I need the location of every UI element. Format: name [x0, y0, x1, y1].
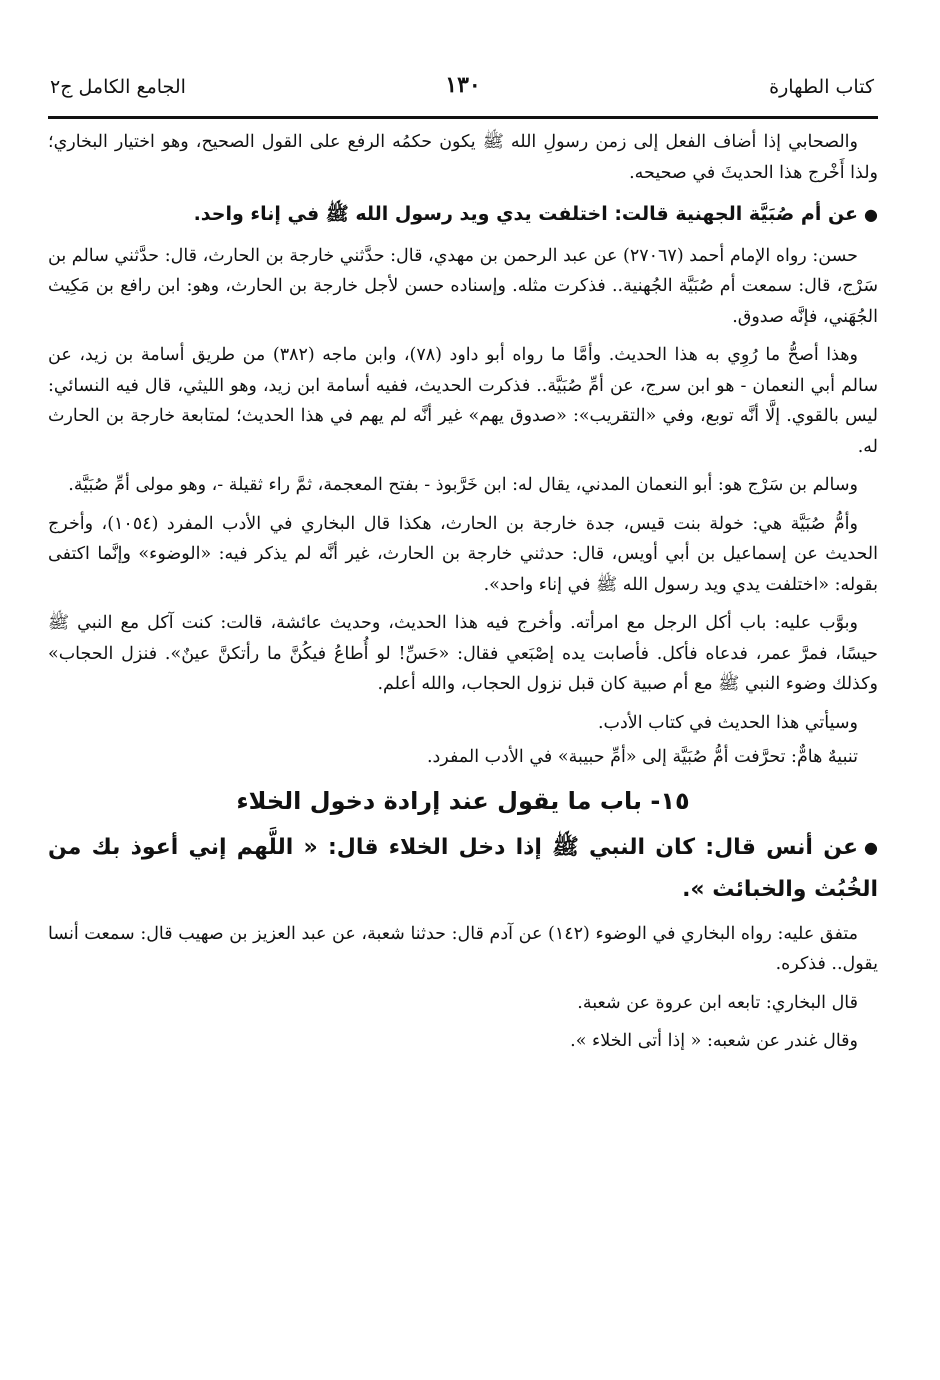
- hadith-text-1: [48, 196, 878, 233]
- running-header: [48, 62, 878, 110]
- book-section-title: كتاب الطهارة: [769, 76, 874, 98]
- hadith-text-1-body: عن أم صُبَيَّة الجهنية قالت: اختلفت يدي ويد رسول الله ﷺ في إناء واحد.: [193, 203, 859, 225]
- paragraph-commentary-8: وقال غندر عن شعبه: « إذا أتى الخلاء ».: [570, 1031, 858, 1051]
- hadith-text-2-body: عن أنس قال: كان النبي ﷺ إذا دخل الخلاء قال: « اللَّهم إني أعوذ بك من الخُبُث والخبائث ».: [48, 834, 878, 902]
- bullet-icon: ●: [864, 837, 878, 857]
- paragraph-note: تنبيهٌ هامٌّ: تحرَّفت أمُّ صُبَيَّة إلى «أمِّ حبيبة» في الأدب المفرد.: [426, 747, 858, 767]
- paragraph-takhrij-1: حسن: رواه الإمام أحمد (٢٧٠٦٧) عن عبد الرحمن بن مهدي، قال: حدَّثني خارجة بن الحارث، قال: حدَّثني سالم بن سَرْج، قال: سمعت أم صُبَيَّة الجُهنية.. فذكرت مثله. وإسناده حسن لأجل خارجة بن الحارث، وهو: ابن رافع بن مَكِيث الجُهَني، فإنَّه صدوق.: [48, 245, 878, 327]
- chapter-heading: ١٥- باب ما يقول عند إرادة دخول الخلاء: [236, 786, 690, 815]
- paragraph-commentary-3: وسالم بن سَرْج هو: أبو النعمان المدني، يقال له: ابن خَرَّبوذ - بفتح المعجمة، ثمَّ راء ثقيلة -، وهو مولى أمِّ صُبَيَّة.: [68, 475, 858, 495]
- paragraph-commentary-5: وبوَّب عليه: باب أكل الرجل مع امرأته. وأخرج فيه هذا الحديث، وحديث عائشة، قالت: كنت آكل مع النبي ﷺ حيسًا، فمرَّ عمر، فدعاه فأكل. فأصابت يده إصْبَعي فقال: «حَسِّ! لو أُطاعُ فيكُنَّ ما رأتكنَّ عينٌ». فنزل الحجاب» وكذلك وضوء النبي ﷺ مع أم صبية كان قبل نزول الحجاب، والله أعلم.: [48, 613, 878, 694]
- document-page: [48, 62, 878, 1065]
- page-number: ١٣٠: [445, 72, 481, 98]
- paragraph-commentary-2: وهذا أصحُّ ما رُوِي به هذا الحديث. وأمَّا ما رواه أبو داود (٧٨)، وابن ماجه (٣٨٢) من طريق أسامة بن زيد، عن سالم أبي النعمان - هو ابن سرج، عن أمِّ صُبَيَّة.. فذكرت الحديث، ففيه أسامة ابن زيد، وهو الليثي، قال فيه النسائي: ليس بالقوي. إلَّا أنَّه توبع، وفي «التقريب»: «صدوق يهم» غير أنَّه لم يهم في هذا الحديث؛ لمتابعة خارجة بن الحارث له.: [48, 345, 878, 457]
- paragraph-commentary-7: قال البخاري: تابعه ابن عروة عن شعبة.: [577, 992, 858, 1013]
- header-rule: [48, 116, 878, 119]
- paragraph-commentary-6: وسيأتي هذا الحديث في كتاب الأدب.: [597, 712, 858, 733]
- paragraph-takhrij-2: متفق عليه: رواه البخاري في الوضوء (١٤٢) عن آدم قال: حدثنا شعبة، عن عبد العزيز بن صهيب قال: سمعت أنسا يقول.. فذكره.: [48, 923, 878, 974]
- hadith-text-2: [48, 827, 878, 911]
- paragraph-commentary-1: والصحابي إذا أضاف الفعل إلى زمن رسولِ الله ﷺ يكون حكمُه الرفع على القول الصحيح، وهو اختيار البخاري؛ ولذا أَخْرج هذا الحديثَ في صحيحه.: [48, 132, 878, 183]
- paragraph-commentary-4: وأمُّ صُبَيَّة هي: خولة بنت قيس، جدة خارجة بن الحارث، هكذا قال البخاري في الأدب المفرد (١٠٥٤)، وأخرج الحديث عن إسماعيل بن أبي أويس، قال: حدثني خارجة بن الحارث، غير أنَّه لم يذكر فيه: «الوضوء» وإنَّما اكتفى بقوله: «اختلفت يدي ويد رسول الله ﷺ في إناء واحد».: [48, 513, 878, 595]
- book-title: الجامع الكامل ج٢: [50, 76, 186, 98]
- bullet-icon: ●: [864, 204, 878, 224]
